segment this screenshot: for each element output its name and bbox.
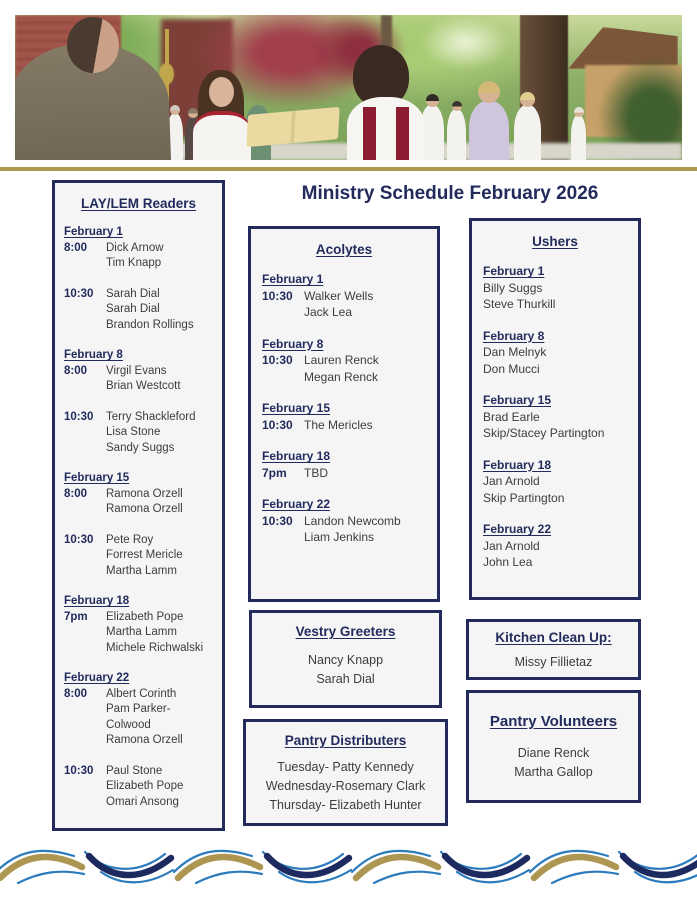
schedule-row	[64, 795, 213, 811]
acolytes-box	[248, 226, 440, 602]
date-heading: February 8	[483, 328, 545, 343]
date-heading: February 15	[483, 393, 552, 407]
lay-lem-readers-box	[52, 180, 225, 831]
schedule-row	[64, 610, 213, 626]
date-heading: February 22	[64, 672, 130, 684]
service-time	[64, 779, 106, 795]
pantry-volunteers-box	[466, 690, 641, 803]
wave-swoosh	[530, 851, 618, 883]
person-name: Paul Stone	[106, 764, 163, 777]
schedule-row	[64, 687, 213, 703]
service-time	[64, 548, 106, 564]
service-time	[64, 425, 106, 441]
person-name: Thursday- Elizabeth Hunter	[269, 798, 422, 812]
banner-crowd-figure-head	[188, 108, 198, 118]
service-gap	[64, 395, 213, 410]
schedule-row	[64, 779, 213, 795]
schedule-row	[483, 296, 627, 313]
ushers-box	[469, 218, 641, 600]
person-name: Wednesday-Rosemary Clark	[265, 779, 426, 793]
schedule-row	[64, 502, 213, 518]
banner-crowd-figure	[571, 115, 586, 160]
person-name: Sandy Suggs	[106, 441, 175, 454]
schedule-row	[262, 352, 426, 369]
date-heading: February 1	[262, 272, 324, 286]
service-time: 8:00	[64, 364, 88, 377]
person-name: Megan Renck	[304, 369, 379, 384]
schedule-row	[64, 241, 213, 257]
person-name: Martha Gallop	[514, 765, 593, 779]
person-name: Ramona Orzell	[106, 503, 183, 515]
schedule-row	[64, 425, 213, 441]
service-time	[64, 256, 106, 272]
schedule-row	[483, 554, 627, 571]
service-time: 10:30	[262, 288, 293, 303]
service-time	[262, 529, 304, 546]
service-time	[64, 441, 106, 457]
service-gap	[64, 518, 213, 533]
person-name: Skip/Stacey Partington	[483, 426, 605, 440]
person-name: Jack Lea	[304, 305, 353, 319]
schedule-row	[64, 641, 213, 657]
schedule-row	[262, 513, 426, 530]
date-heading: February 8	[64, 349, 123, 361]
vestry-greeters-box	[249, 610, 442, 708]
wave-swoosh	[263, 852, 351, 882]
schedule-row	[64, 625, 213, 641]
service-time: 10:30	[64, 410, 94, 423]
person-name: Virgil Evans	[106, 364, 167, 377]
person-name: Elizabeth Pope	[106, 610, 184, 623]
service-time	[64, 702, 106, 733]
service-time: 8:00	[64, 487, 88, 500]
schedule-row	[64, 564, 213, 580]
person-name: Terry Shackleford	[106, 410, 196, 423]
service-time: 10:30	[262, 417, 293, 432]
person-name: John Lea	[483, 555, 533, 569]
wave-swoosh	[441, 852, 529, 882]
kitchen-clean-up-title: Kitchen Clean Up:	[495, 630, 612, 645]
wave-swoosh	[0, 851, 84, 883]
schedule-row	[64, 410, 213, 426]
service-time	[64, 379, 106, 395]
wave-decoration	[0, 842, 697, 890]
person-name: Billy Suggs	[483, 280, 543, 295]
date-heading: February 18	[262, 449, 331, 463]
service-gap	[64, 272, 213, 287]
person-name: Brandon Rollings	[106, 318, 194, 331]
person-name: Lauren Renck	[304, 353, 379, 367]
banner-crowd-figure-head	[170, 105, 180, 115]
schedule-row	[64, 487, 213, 503]
service-time	[262, 369, 304, 386]
person-name: Pete Roy	[106, 533, 154, 546]
kitchen-clean-up-box	[466, 619, 641, 680]
person-name: Brad Earle	[483, 409, 540, 424]
names-list	[475, 744, 632, 782]
wave-swoosh	[352, 851, 440, 883]
banner-man-foreground	[67, 17, 119, 73]
schedule-list	[483, 263, 627, 571]
person-name: Dan Melnyk	[483, 345, 547, 359]
schedule-row	[64, 533, 213, 549]
service-time	[262, 304, 304, 321]
person-name: Diane Renck	[517, 746, 590, 760]
person-name: TBD	[304, 465, 328, 480]
date-heading: February 22	[262, 497, 331, 511]
person-name: Omari Ansong	[106, 795, 179, 808]
schedule-row	[483, 409, 627, 426]
schedule-row	[483, 473, 627, 490]
page-title: Ministry Schedule February 2026	[301, 183, 599, 204]
person-name: Landon Newcomb	[304, 513, 401, 528]
schedule-row	[262, 369, 426, 386]
person-name: Sarah Dial	[316, 672, 375, 686]
person-name: Elizabeth Pope	[106, 780, 184, 792]
service-time	[64, 733, 106, 749]
schedule-row	[483, 344, 627, 361]
schedule-row	[64, 764, 213, 780]
pantry-distributers-box	[243, 719, 448, 826]
person-name: Don Mucci	[483, 361, 540, 376]
service-gap	[64, 749, 213, 764]
banner-open-book	[246, 107, 339, 147]
person-name: Skip Partington	[483, 490, 565, 505]
schedule-row	[483, 490, 627, 507]
person-name: Jan Arnold	[483, 538, 540, 553]
date-heading: February 18	[483, 457, 552, 472]
person-name: Jan Arnold	[483, 474, 540, 488]
person-name: Forrest Mericle	[106, 549, 183, 561]
schedule-row	[262, 465, 426, 482]
banner-girl	[193, 111, 251, 160]
names-list	[475, 653, 632, 672]
service-time: 10:30	[64, 764, 94, 777]
schedule-row	[64, 441, 213, 457]
schedule-row	[483, 538, 627, 555]
lay-lem-readers-title: LAY/LEM Readers	[80, 196, 197, 211]
banner-photo	[15, 15, 682, 160]
person-name: Missy Fillietaz	[514, 655, 593, 669]
service-time	[64, 564, 106, 580]
date-heading: February 22	[483, 522, 552, 536]
person-name: Ramona Orzell	[106, 487, 183, 500]
date-heading: February 1	[64, 226, 123, 238]
person-name: Sarah Dial	[106, 287, 160, 300]
schedule-row	[483, 361, 627, 378]
schedule-list	[64, 225, 213, 810]
service-time: 10:30	[64, 533, 94, 546]
names-list	[260, 651, 431, 689]
banner-crowd-figure	[469, 101, 509, 160]
date-heading: February 15	[262, 401, 331, 415]
person-name: Tuesday- Patty Kennedy	[277, 760, 414, 774]
schedule-list	[262, 271, 426, 546]
person-name: Tim Knapp	[106, 257, 162, 269]
schedule-row	[64, 379, 213, 395]
person-name: Lisa Stone	[106, 426, 161, 438]
schedule-row	[64, 702, 213, 733]
schedule-row	[64, 287, 213, 303]
person-name: Brian Westcott	[106, 380, 181, 392]
service-time: 10:30	[64, 287, 94, 300]
banner-crowd-figure-head	[520, 92, 535, 107]
schedule-row	[64, 733, 213, 749]
person-name: Albert Corinth	[106, 687, 177, 700]
service-time	[64, 641, 106, 657]
person-name: Sarah Dial	[106, 303, 160, 315]
wave-swoosh	[619, 852, 697, 882]
schedule-row	[262, 417, 426, 434]
person-name: Nancy Knapp	[307, 653, 384, 667]
schedule-row	[64, 364, 213, 380]
banner-sky-light	[420, 15, 510, 70]
service-time: 8:00	[64, 241, 88, 254]
person-name: Steve Thurkill	[483, 297, 556, 311]
date-heading: February 18	[64, 595, 130, 607]
schedule-row	[483, 425, 627, 442]
banner-girl	[209, 77, 234, 107]
schedule-row	[262, 288, 426, 305]
schedule-row	[262, 304, 426, 321]
date-heading: February 8	[262, 336, 324, 351]
wave-swoosh	[85, 852, 173, 882]
banner-crowd-figure	[447, 109, 466, 160]
pantry-distributers-title: Pantry Distributers	[284, 733, 407, 748]
person-name: Liam Jenkins	[304, 530, 375, 544]
person-name: Walker Wells	[304, 288, 374, 303]
vestry-greeters-title: Vestry Greeters	[295, 624, 396, 639]
service-time: 10:30	[262, 513, 293, 528]
schedule-row	[262, 529, 426, 546]
banner-crowd-figure-head	[452, 101, 462, 111]
person-name: The Mericles	[304, 417, 373, 432]
service-time	[64, 795, 106, 811]
person-name: Michele Richwalski	[106, 641, 204, 654]
acolytes-title: Acolytes	[315, 242, 373, 257]
banner-crowd-figure-head	[426, 94, 439, 107]
banner-crowd-figure	[514, 105, 541, 160]
schedule-row	[64, 318, 213, 334]
ushers-title: Ushers	[532, 234, 578, 249]
service-time	[64, 625, 106, 641]
banner-priest-stole	[363, 107, 409, 160]
banner-crowd-figure-head	[574, 107, 584, 117]
pantry-volunteers-title: Pantry Volunteers	[489, 713, 618, 730]
service-time	[64, 302, 106, 318]
person-name: Pam Parker-Colwood	[106, 703, 171, 731]
names-list	[250, 758, 441, 815]
person-name: Martha Lamm	[106, 626, 177, 638]
date-heading: February 1	[483, 264, 545, 278]
service-time	[64, 502, 106, 518]
service-time	[64, 318, 106, 334]
banner-crowd-figure-head	[478, 81, 500, 103]
service-time: 7pm	[262, 465, 287, 480]
person-name: Ramona Orzell	[106, 734, 183, 746]
service-time: 10:30	[262, 353, 293, 367]
wave-swoosh	[174, 851, 262, 883]
date-heading: February 15	[64, 472, 130, 484]
gold-divider	[0, 167, 697, 171]
person-name: Martha Lamm	[106, 564, 177, 577]
schedule-row	[483, 280, 627, 297]
service-time: 7pm	[64, 610, 88, 623]
schedule-row	[64, 302, 213, 318]
person-name: Dick Arnow	[106, 241, 164, 254]
schedule-row	[64, 256, 213, 272]
schedule-row	[64, 548, 213, 564]
service-time: 8:00	[64, 687, 88, 700]
